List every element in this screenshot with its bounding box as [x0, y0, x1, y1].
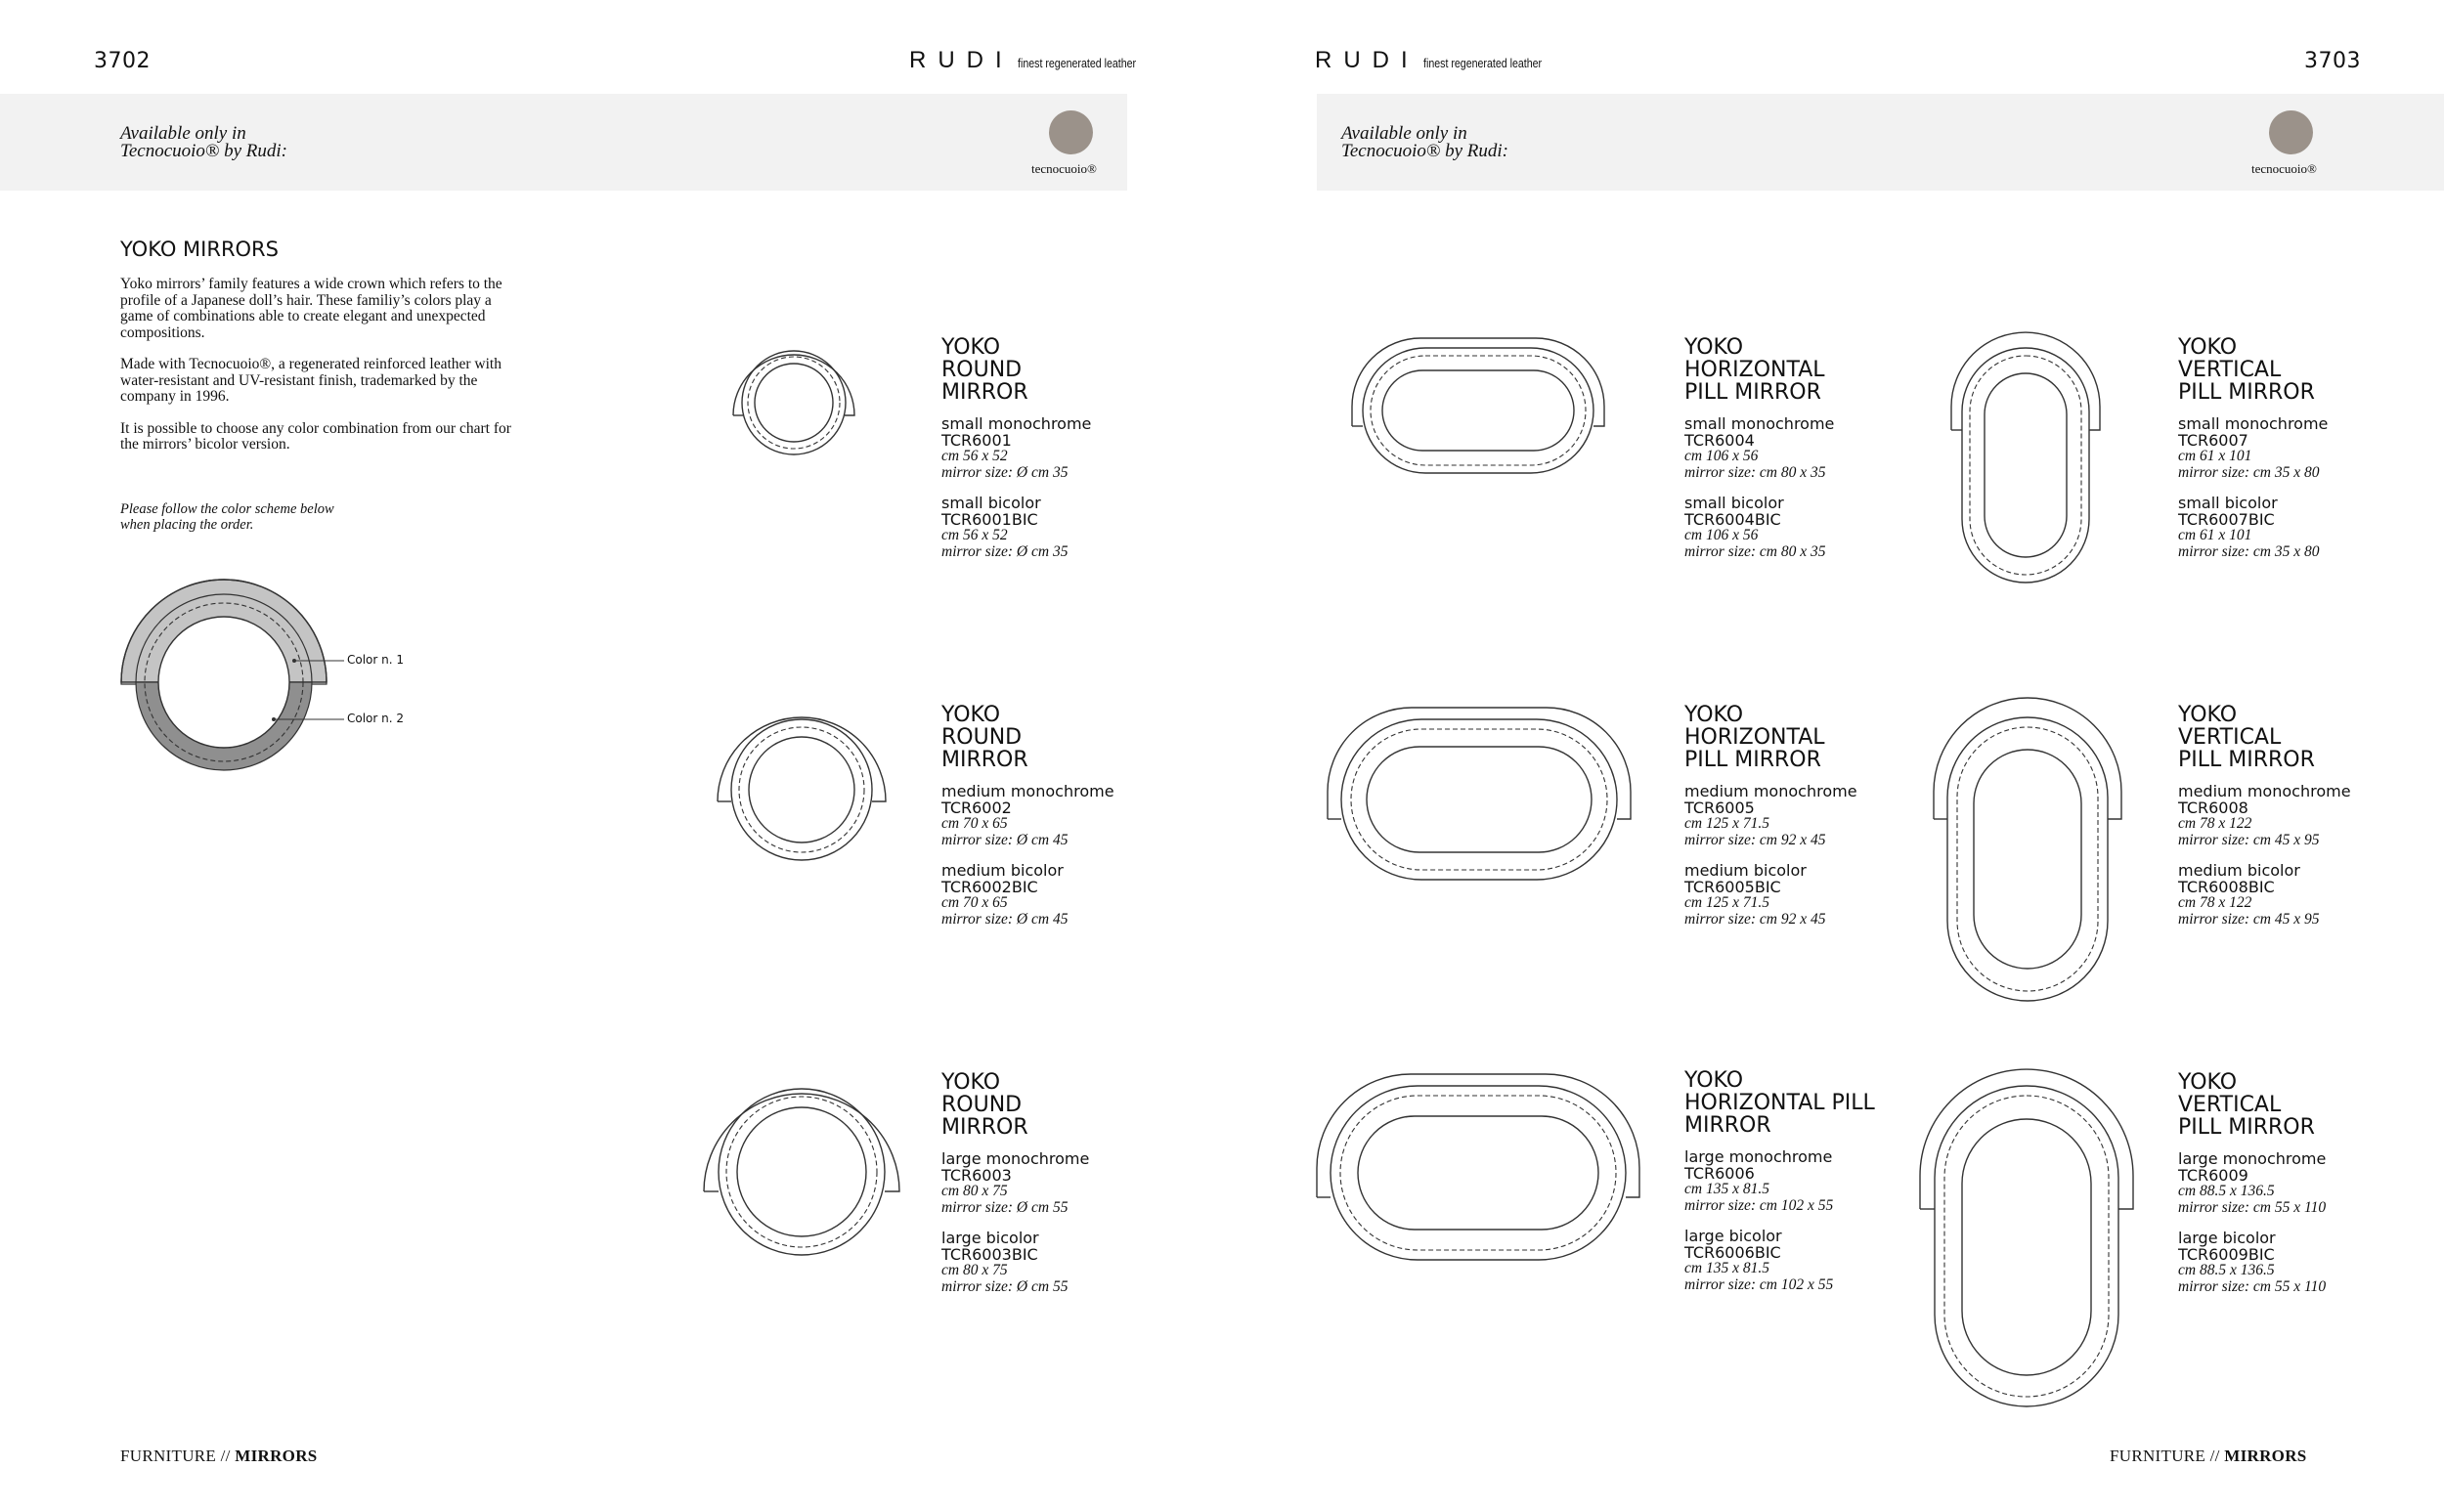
footer-left — [120, 1447, 318, 1466]
availability-line-1: Available only in — [120, 123, 246, 144]
product-round-large — [941, 1071, 1166, 1309]
variant-dimensions: cm 78 x 122 — [2178, 894, 2252, 911]
variant-mirror-size: mirror size: cm 35 x 80 — [2178, 463, 2320, 481]
variant-code: TCR6006BIC — [1684, 1243, 1781, 1262]
variant-name: small bicolor — [941, 494, 1041, 512]
variant-name: small bicolor — [1684, 494, 1784, 512]
variant-dimensions: cm 88.5 x 136.5 — [2178, 1183, 2275, 1199]
variant-block — [1684, 783, 1909, 848]
footer-right — [2110, 1447, 2307, 1466]
product-name-line: YOKO — [1684, 335, 1744, 360]
variant-mirror-size: mirror size: cm 80 x 35 — [1684, 463, 1826, 481]
horizontal-pill-large-drawing — [1315, 1072, 1642, 1263]
product-name-line: YOKO — [941, 335, 1001, 360]
intro-paragraph: Yoko mirrors’ family features a wide crown which refers to the profile of a Japanese doll’s hair. These familiy’s colors play a game of combinations able to create elegant and unexpected compositions. — [120, 276, 502, 341]
variant-dimensions: cm 135 x 81.5 — [1684, 1181, 1769, 1197]
variant-block — [941, 415, 1166, 481]
product-name-line: MIRROR — [941, 1115, 1028, 1140]
variant-block — [2178, 862, 2403, 928]
variant-block — [2178, 783, 2403, 848]
variant-name: medium monochrome — [2178, 782, 2351, 800]
variant-block — [2178, 495, 2403, 560]
product-horizontal-pill-large — [1684, 1069, 1909, 1307]
availability-text — [120, 125, 287, 160]
variant-block — [2178, 1150, 2403, 1216]
brand-tagline: finest regenerated leather — [1017, 57, 1136, 70]
availability-line-2: Tecnocuoio® by Rudi: — [120, 141, 287, 161]
variant-mirror-size: mirror size: Ø cm 55 — [941, 1198, 1069, 1216]
variant-block — [2178, 415, 2403, 481]
product-name-line: YOKO — [2178, 1070, 2238, 1095]
product-name-line: YOKO — [1684, 703, 1744, 727]
variant-dimensions: cm 61 x 101 — [2178, 527, 2252, 543]
variant-name: large monochrome — [941, 1149, 1090, 1168]
product-name-line: YOKO — [2178, 335, 2238, 360]
product-name-line: MIRROR — [941, 380, 1028, 405]
product-round-small — [941, 336, 1166, 574]
variant-dimensions: cm 88.5 x 136.5 — [2178, 1262, 2275, 1278]
variant-dimensions: cm 125 x 71.5 — [1684, 894, 1769, 911]
variant-dimensions: cm 125 x 71.5 — [1684, 815, 1769, 832]
brand-logo: RUDI — [1315, 47, 1419, 73]
product-vertical-pill-medium — [2178, 704, 2403, 941]
product-name-line: PILL MIRROR — [1684, 748, 1821, 772]
round-mirror-small-drawing — [731, 340, 858, 467]
product-name — [2178, 704, 2403, 771]
color-1-label: Color n. 1 — [347, 653, 405, 667]
round-mirror-medium-drawing — [716, 706, 892, 872]
variant-code: TCR6004BIC — [1684, 510, 1781, 529]
product-name-line: HORIZONTAL PILL — [1684, 1091, 1875, 1115]
variant-mirror-size: mirror size: Ø cm 45 — [941, 831, 1069, 848]
brand-header-left — [909, 47, 1157, 74]
swatch-label: tecnocuoio® — [1031, 161, 1097, 176]
variant-name: medium monochrome — [1684, 782, 1857, 800]
swatch-label: tecnocuoio® — [2251, 161, 2317, 176]
variant-code: TCR6002BIC — [941, 878, 1038, 896]
product-name-line: ROUND — [941, 725, 1023, 750]
variant-code: TCR6003BIC — [941, 1245, 1038, 1264]
footer-category: FURNITURE // — [2110, 1447, 2225, 1465]
variant-block — [941, 1150, 1166, 1216]
variant-dimensions: cm 70 x 65 — [941, 894, 1008, 911]
variant-code: TCR6001 — [941, 431, 1012, 450]
variant-dimensions: cm 80 x 75 — [941, 1183, 1008, 1199]
availability-text — [1341, 125, 1508, 160]
product-vertical-pill-small — [2178, 336, 2403, 574]
variant-name: medium bicolor — [2178, 861, 2300, 880]
variant-code: TCR6007BIC — [2178, 510, 2275, 529]
variant-mirror-size: mirror size: Ø cm 55 — [941, 1277, 1069, 1295]
variant-mirror-size: mirror size: Ø cm 35 — [941, 463, 1069, 481]
product-name — [2178, 1071, 2403, 1139]
product-name-line: YOKO — [2178, 703, 2238, 727]
product-name-line: PILL MIRROR — [1684, 380, 1821, 405]
variant-name: small bicolor — [2178, 494, 2278, 512]
product-horizontal-pill-small — [1684, 336, 1909, 574]
variant-code: TCR6005BIC — [1684, 878, 1781, 896]
variant-dimensions: cm 106 x 56 — [1684, 527, 1759, 543]
product-name-line: VERTICAL — [2178, 358, 2282, 382]
product-round-medium — [941, 704, 1166, 941]
availability-band-left — [0, 94, 1127, 191]
product-name-line: PILL MIRROR — [2178, 380, 2315, 405]
vertical-pill-small-drawing — [1949, 338, 2106, 587]
variant-block — [1684, 415, 1909, 481]
footer-category: FURNITURE // — [120, 1447, 236, 1465]
brand-tagline: finest regenerated leather — [1422, 57, 1542, 70]
product-name-line: MIRROR — [1684, 1113, 1771, 1138]
product-name-line: VERTICAL — [2178, 725, 2282, 750]
mirror-glass — [158, 617, 289, 748]
tecnocuoio-swatch — [2269, 110, 2313, 154]
variant-name: large bicolor — [1684, 1227, 1782, 1245]
footer-section: MIRRORS — [2224, 1447, 2307, 1465]
product-name — [1684, 1069, 1909, 1137]
product-name-line: MIRROR — [941, 748, 1028, 772]
product-vertical-pill-large — [2178, 1071, 2403, 1309]
variant-block — [941, 783, 1166, 848]
variant-block — [1684, 495, 1909, 560]
variant-name: small monochrome — [941, 414, 1092, 433]
variant-mirror-size: mirror size: cm 55 x 110 — [2178, 1198, 2327, 1216]
availability-line-1: Available only in — [1341, 123, 1467, 144]
variant-dimensions: cm 70 x 65 — [941, 815, 1008, 832]
round-mirror-large-drawing — [702, 1072, 902, 1263]
variant-dimensions: cm 80 x 75 — [941, 1262, 1008, 1278]
tecnocuoio-swatch — [1049, 110, 1093, 154]
horizontal-pill-medium-drawing — [1326, 706, 1634, 882]
availability-band-right — [1317, 94, 2444, 191]
footer-section: MIRRORS — [235, 1447, 318, 1465]
product-horizontal-pill-medium — [1684, 704, 1909, 941]
variant-mirror-size: mirror size: Ø cm 45 — [941, 910, 1069, 928]
variant-name: medium bicolor — [941, 861, 1064, 880]
product-name — [1684, 336, 1909, 404]
variant-name: medium monochrome — [941, 782, 1114, 800]
color-2-label: Color n. 2 — [347, 712, 405, 725]
variant-code: TCR6009 — [2178, 1166, 2248, 1185]
variant-code: TCR6006 — [1684, 1164, 1755, 1183]
product-name-line: HORIZONTAL — [1684, 725, 1825, 750]
variant-name: small monochrome — [1684, 414, 1835, 433]
order-note-line: when placing the order. — [120, 517, 254, 533]
variant-mirror-size: mirror size: cm 35 x 80 — [2178, 542, 2320, 560]
variant-code: TCR6008 — [2178, 799, 2248, 817]
variant-block — [941, 495, 1166, 560]
variant-code: TCR6008BIC — [2178, 878, 2275, 896]
variant-code: TCR6003 — [941, 1166, 1012, 1185]
variant-dimensions: cm 135 x 81.5 — [1684, 1260, 1769, 1276]
order-note-line: Please follow the color scheme below — [120, 501, 334, 517]
product-name — [1684, 704, 1909, 771]
product-name-line: PILL MIRROR — [2178, 1115, 2315, 1140]
variant-dimensions: cm 56 x 52 — [941, 527, 1008, 543]
variant-name: small monochrome — [2178, 414, 2329, 433]
variant-mirror-size: mirror size: cm 45 x 95 — [2178, 910, 2320, 928]
vertical-pill-large-drawing — [1918, 1072, 2138, 1409]
variant-mirror-size: mirror size: cm 102 x 55 — [1684, 1275, 1834, 1293]
variant-mirror-size: mirror size: cm 45 x 95 — [2178, 831, 2320, 848]
variant-dimensions: cm 78 x 122 — [2178, 815, 2252, 832]
variant-block — [941, 1230, 1166, 1295]
variant-block — [1684, 1148, 1909, 1214]
vertical-pill-medium-drawing — [1932, 706, 2127, 1004]
variant-code: TCR6005 — [1684, 799, 1755, 817]
variant-name: large bicolor — [941, 1229, 1039, 1247]
variant-name: large monochrome — [2178, 1149, 2327, 1168]
variant-code: TCR6001BIC — [941, 510, 1038, 529]
variant-mirror-size: mirror size: Ø cm 35 — [941, 542, 1069, 560]
section-title: YOKO MIRRORS — [120, 238, 279, 261]
variant-mirror-size: mirror size: cm 55 x 110 — [2178, 1277, 2327, 1295]
page-number-right: 3703 — [2304, 49, 2361, 73]
product-name-line: ROUND — [941, 1093, 1023, 1117]
variant-mirror-size: mirror size: cm 92 x 45 — [1684, 910, 1826, 928]
variant-mirror-size: mirror size: cm 80 x 35 — [1684, 542, 1826, 560]
variant-block — [1684, 862, 1909, 928]
product-name — [941, 1071, 1166, 1139]
variant-name: medium bicolor — [1684, 861, 1807, 880]
variant-dimensions: cm 56 x 52 — [941, 448, 1008, 464]
intro-text — [120, 277, 511, 469]
product-name-line: YOKO — [941, 703, 1001, 727]
product-name — [941, 336, 1166, 404]
variant-block — [941, 862, 1166, 928]
variant-name: large bicolor — [2178, 1229, 2276, 1247]
product-name-line: PILL MIRROR — [2178, 748, 2315, 772]
brand-logo: RUDI — [909, 47, 1014, 73]
variant-code: TCR6009BIC — [2178, 1245, 2275, 1264]
product-name-line: ROUND — [941, 358, 1023, 382]
variant-mirror-size: mirror size: cm 102 x 55 — [1684, 1196, 1834, 1214]
product-name-line: HORIZONTAL — [1684, 358, 1825, 382]
variant-block — [2178, 1230, 2403, 1295]
variant-code: TCR6002 — [941, 799, 1012, 817]
variant-code: TCR6004 — [1684, 431, 1755, 450]
product-name-line: VERTICAL — [2178, 1093, 2282, 1117]
page-number-left: 3702 — [94, 49, 151, 73]
product-name-line: YOKO — [1684, 1068, 1744, 1093]
variant-code: TCR6007 — [2178, 431, 2248, 450]
variant-block — [1684, 1228, 1909, 1293]
variant-name: large monochrome — [1684, 1147, 1833, 1166]
product-name — [2178, 336, 2403, 404]
variant-dimensions: cm 106 x 56 — [1684, 448, 1759, 464]
brand-header-right — [1315, 47, 1562, 74]
variant-mirror-size: mirror size: cm 92 x 45 — [1684, 831, 1826, 848]
product-name-line: YOKO — [941, 1070, 1001, 1095]
variant-dimensions: cm 61 x 101 — [2178, 448, 2252, 464]
intro-paragraph: It is possible to choose any color combination from our chart for the mirrors’ bicolor version. — [120, 419, 511, 453]
product-name — [941, 704, 1166, 771]
intro-paragraph: Made with Tecnocuoio®, a regenerated reinforced leather with water-resistant and UV-resistant finish, trademarked by the company in 1996. — [120, 356, 502, 405]
availability-line-2: Tecnocuoio® by Rudi: — [1341, 141, 1508, 161]
horizontal-pill-small-drawing — [1350, 336, 1609, 478]
order-note — [120, 501, 334, 533]
